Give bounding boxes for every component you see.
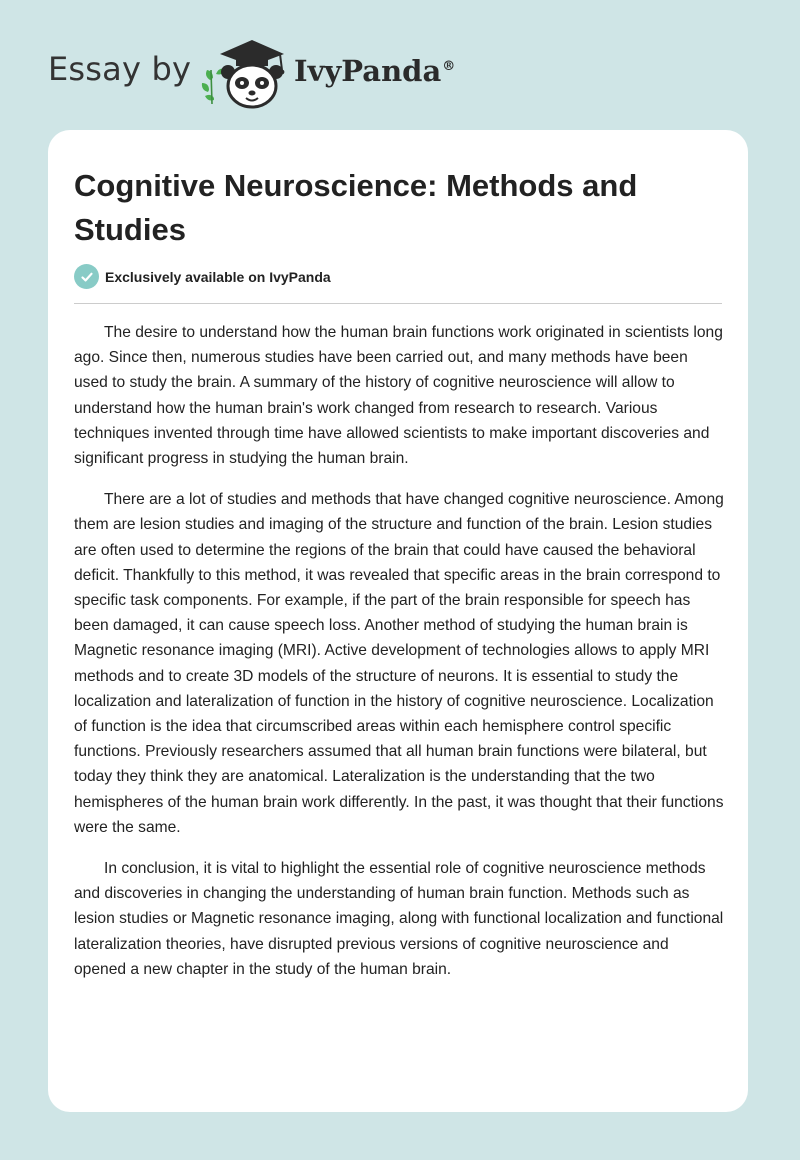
essay-body [74, 320, 724, 998]
badge-label: Exclusively available on IvyPanda [105, 268, 331, 285]
essay-card [48, 130, 748, 1112]
check-circle-icon [74, 264, 99, 289]
paragraph-1: The desire to understand how the human brain functions work originated in scientists long ago. Since then, numerous studies have been carried out, and many methods have been used to study the brain. A summary of the history of cognitive neuroscience will allow to understand how the human brain's work changed from research to research. Various techniques invented through time have allowed scientists to make important discoveries and significant progress in studying the human brain. [74, 324, 723, 468]
divider [74, 303, 722, 304]
essay-by-label: Essay by [48, 50, 192, 88]
paragraph-3: In conclusion, it is vital to highlight the essential role of cognitive neuroscience methods and discoveries in changing the understanding of human brain function. Methods such as lesion studies or Magnetic resonance imaging, along with functional localization and functional lateralization theories, have disrupted previous versions of cognitive neuroscience and opened a new chapter in the study of the human brain. [74, 860, 724, 978]
site-header [0, 0, 800, 120]
panda-graduate-icon[interactable] [200, 34, 300, 110]
brand-name[interactable]: IvyPanda® [294, 54, 456, 88]
essay-title: Cognitive Neuroscience: Methods and Studies [74, 168, 638, 247]
exclusive-badge [74, 264, 331, 289]
paragraph-2: There are a lot of studies and methods that have changed cognitive neuroscience. Among them are lesion studies and imaging of the structure and function of the brain. Lesion studies are often used to determine the regions of the brain that could have caused the behavioral deficit. Thankfully to this method, it was revealed that specific areas in the brain correspond to specific task components. For example, if the part of the brain responsible for speech has been damaged, it can cause speech loss. Another method of studying the human brain is Magnetic resonance imaging (MRI). Active development of technologies allows to apply MRI methods and to create 3D models of the structure of neurons. It is essential to study the localization and lateralization of function in the history of cognitive neuroscience. Localization of function is the idea that circumscribed areas within each hemisphere control specific functions. Previously researchers assumed that all human brain functions were bilateral, but today they think they are anatomical. Lateralization is the understanding that the two hemispheres of the human brain work differently. In the past, it was thought that their functions were the same. [74, 491, 724, 836]
